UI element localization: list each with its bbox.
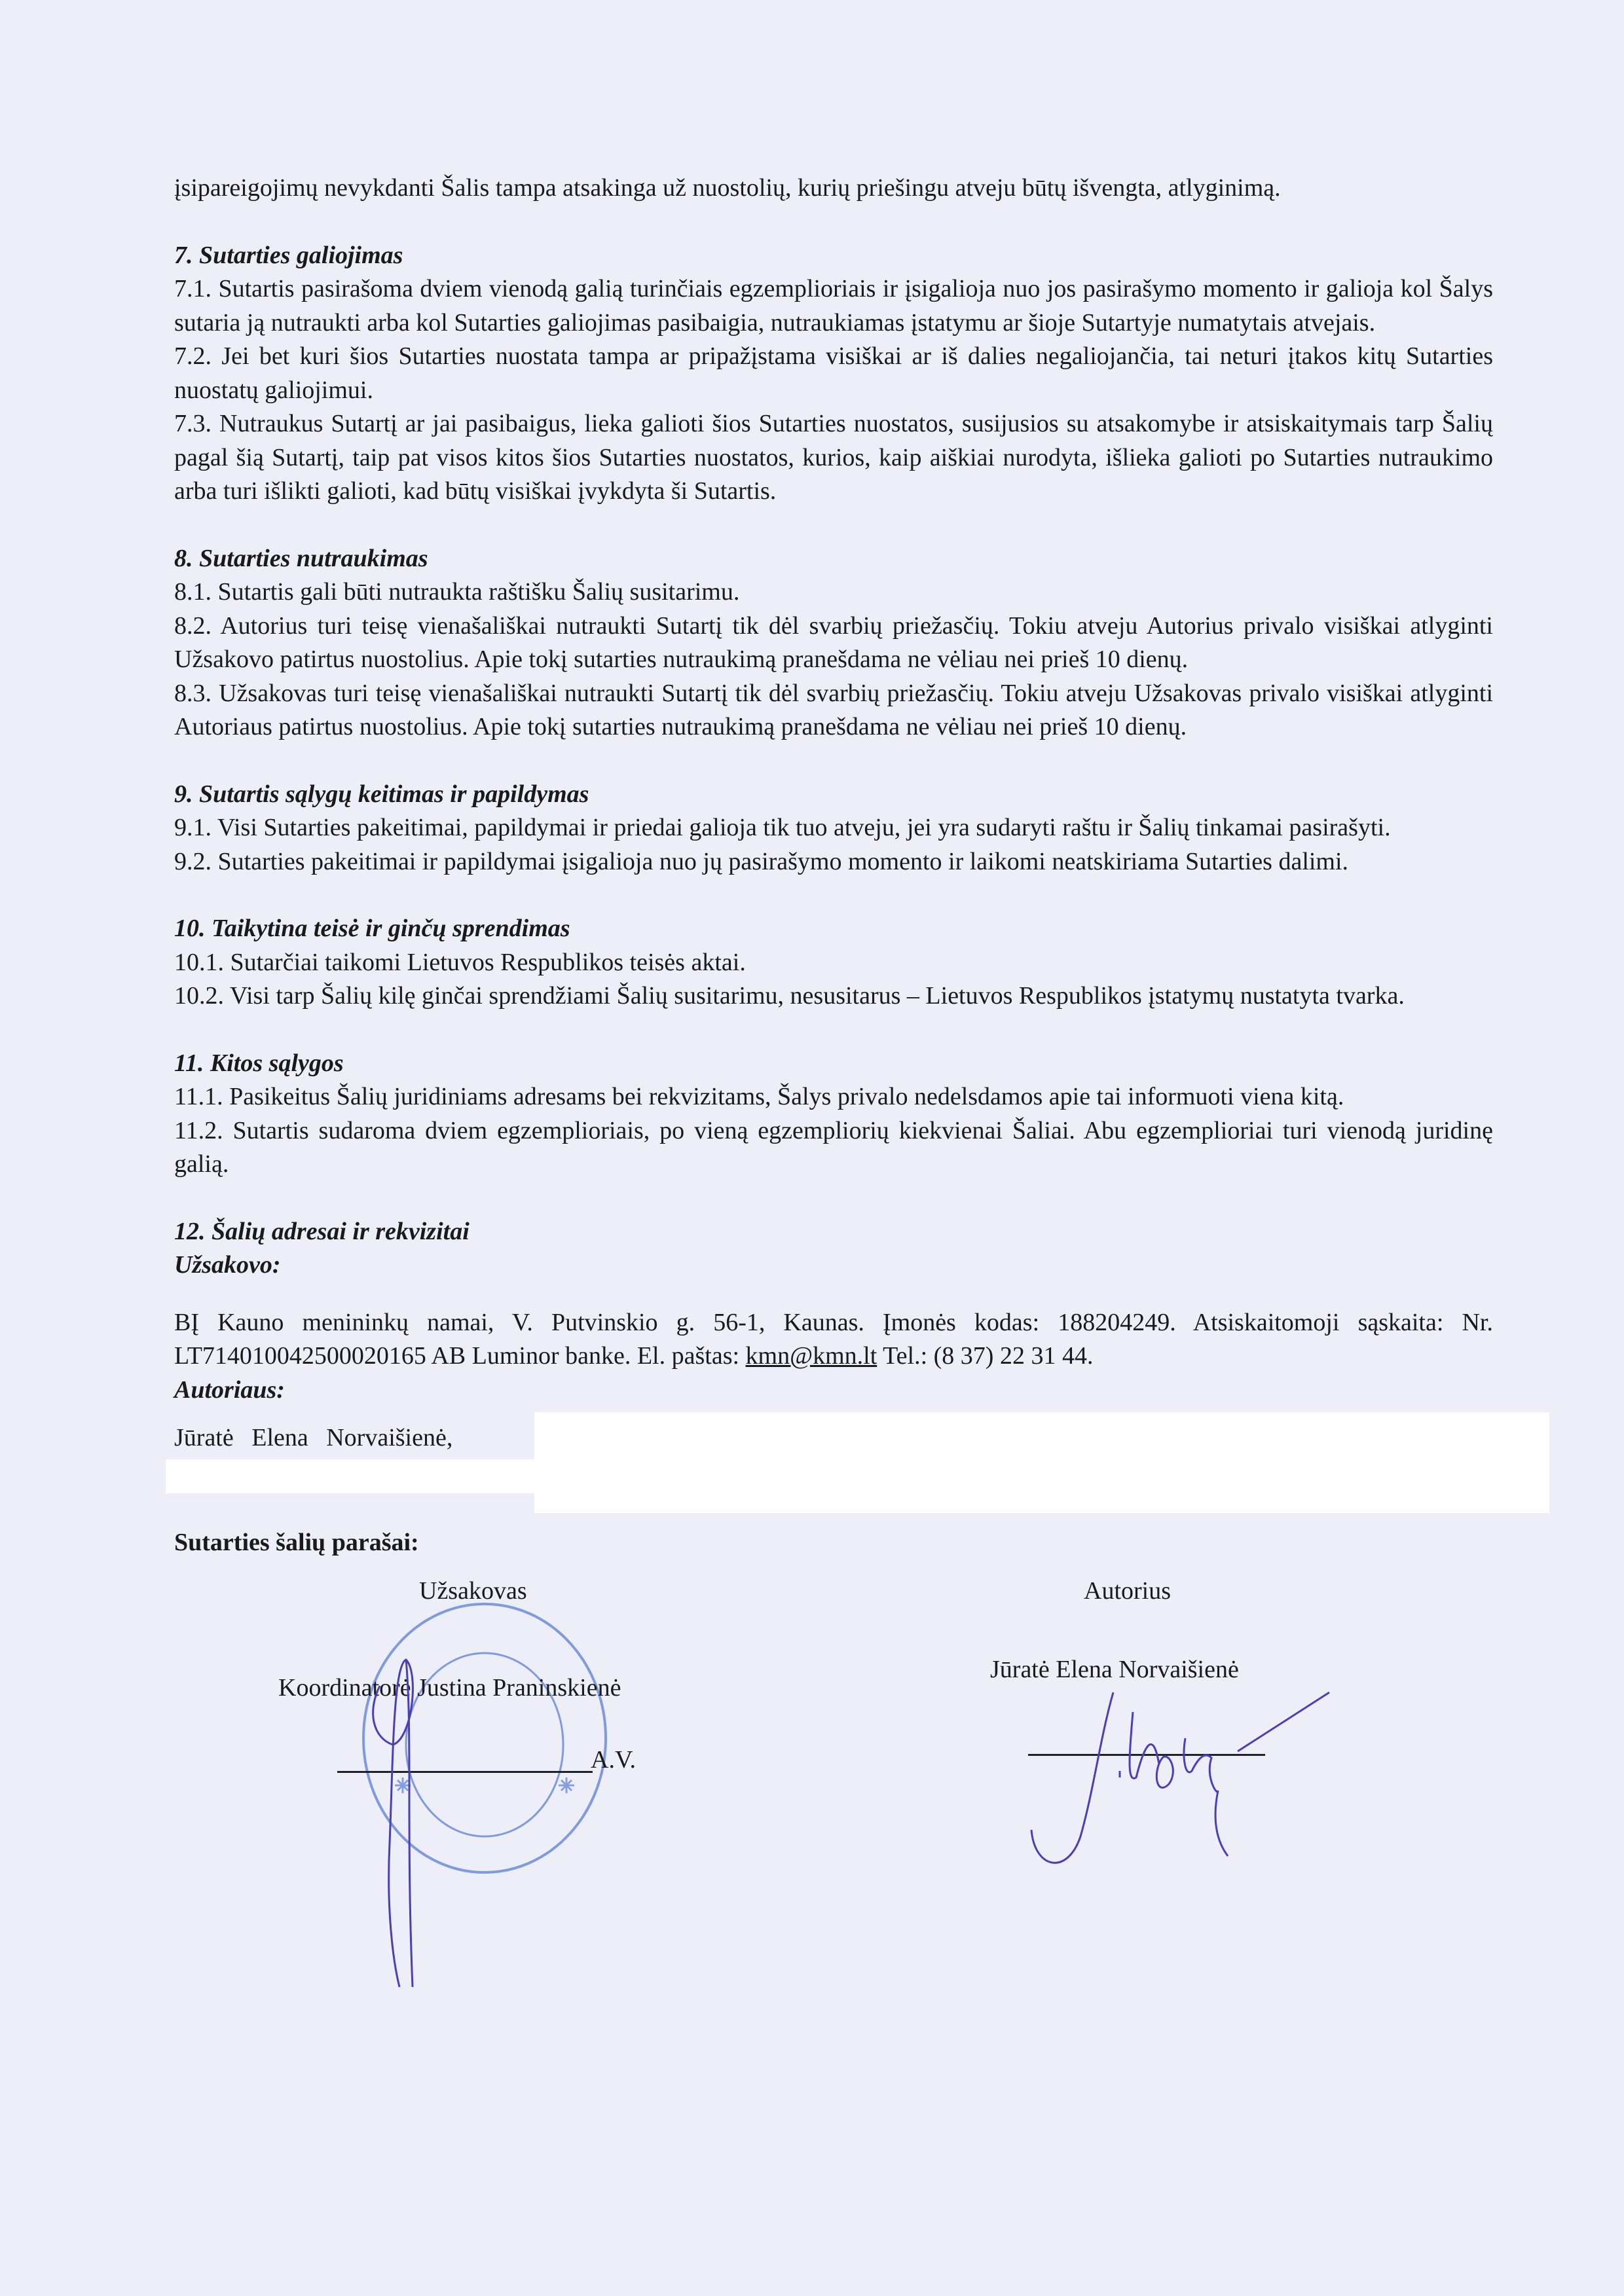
signatures-title: Sutarties šalių parašai: bbox=[174, 1529, 419, 1556]
author-name: Jūratė Elena Norvaišienė, bbox=[174, 1424, 453, 1451]
client-text: BĮ Kauno menininkų namai, V. Putvinskio g. 56-1, Kaunas. Įmonės kodas: 188204249. Atsiskaitomoji sąskaita: Nr. LT714010042500020165 AB Luminor banke. El. paštas: bbox=[174, 1308, 1493, 1370]
section-title: 7. Sutarties galiojimas bbox=[174, 241, 403, 269]
intro-paragraph: įsipareigojimų nevykdanti Šalis tampa atsakinga už nuostolių, kurių priešingu atveju būtų išvengta, atlyginimą. bbox=[174, 174, 1281, 202]
signatures-area bbox=[174, 1526, 1493, 1893]
clause-paragraph: 8.1. Sutartis gali būti nutraukta raštišku Šalių susitarimu. bbox=[174, 578, 740, 606]
clause-paragraph: 10.1. Sutarčiai taikomi Lietuvos Respublikos teisės aktai. bbox=[174, 948, 746, 976]
clause-paragraph: 9.1. Visi Sutarties pakeitimai, papildymai ir priedai galioja tik tuo atveju, jei yra sudaryti raštu ir Šalių tinkamai pasirašyti. bbox=[174, 814, 1391, 841]
author-role: Autorius bbox=[1084, 1577, 1171, 1605]
client-email-link[interactable]: kmn@kmn.lt bbox=[745, 1342, 877, 1370]
author-signature bbox=[1022, 1686, 1336, 1882]
document-body bbox=[174, 172, 1493, 1893]
client-phone: Tel.: (8 37) 22 31 44. bbox=[883, 1342, 1094, 1370]
clause-paragraph: 7.1. Sutartis pasirašoma dviem vienodą galią turinčiais egzemplioriais ir įsigalioja nuo jos pasirašymo momento ir galioja kol Šalys sutaria ją nutraukti arba kol Sutarties galiojimas pasibaigia, nutraukiamas įstatymu ar šioje Sutartyje numatytais atvejais. bbox=[174, 275, 1493, 337]
author-details bbox=[174, 1421, 1493, 1513]
author-label: Autoriaus: bbox=[174, 1376, 285, 1404]
section-title: 9. Sutartis sąlygų keitimas ir papildymas bbox=[174, 780, 589, 808]
section-title: 8. Sutarties nutraukimas bbox=[174, 544, 428, 572]
client-label: Užsakovo: bbox=[174, 1251, 281, 1279]
contract-sections bbox=[174, 239, 1493, 1182]
section-title: 10. Taikytina teisė ir ginčų sprendimas bbox=[174, 915, 570, 942]
clause-paragraph: 11.2. Sutartis sudaroma dviem egzemplioriais, po vieną egzempliorių kiekvienai Šaliai. Abu egzemplioriai turi vienodą juridinę galią. bbox=[174, 1116, 1493, 1178]
client-details bbox=[174, 1306, 1493, 1374]
section-title-addresses: 12. Šalių adresai ir rekvizitai bbox=[174, 1217, 470, 1245]
clause-paragraph: 11.1. Pasikeitus Šalių juridiniams adresams bei rekvizitams, Šalys privalo nedelsdamos apie tai informuoti viena kitą. bbox=[174, 1083, 1344, 1110]
clause-paragraph: 10.2. Visi tarp Šalių kilę ginčai sprendžiami Šalių susitarimu, nesusitarus – Lietuvos Respublikos įstatymų nustatyta tvarka. bbox=[174, 982, 1405, 1010]
clause-paragraph: 8.3. Užsakovas turi teisę vienašališkai nutraukti Sutartį tik dėl svarbių priežasčių. Tokiu atveju Užsakovas privalo visiškai atlyginti Autoriaus patirtus nuostolius. Apie tokį sutarties nutraukimą pranešdama ne vėliau nei prieš 10 dienų. bbox=[174, 679, 1493, 740]
redaction-box-left bbox=[166, 1459, 539, 1493]
author-signer: Jūratė Elena Norvaišienė bbox=[990, 1656, 1239, 1683]
redaction-box bbox=[534, 1412, 1549, 1513]
clause-paragraph: 7.2. Jei bet kuri šios Sutarties nuostata tampa ar pripažįstama visiškai ar iš dalies negaliojančia, tai neturi įtakos kitų Sutarties nuostatų galiojimui. bbox=[174, 342, 1493, 404]
client-role: Užsakovas bbox=[419, 1577, 527, 1605]
section-title: 11. Kitos sąlygos bbox=[174, 1049, 344, 1077]
client-signature bbox=[367, 1633, 445, 1987]
stamp-mark: A.V. bbox=[591, 1746, 636, 1774]
clause-paragraph: 8.2. Autorius turi teisę vienašališkai nutraukti Sutartį tik dėl svarbių priežasčių. Tokiu atveju Autorius privalo visiškai atlyginti Užsakovo patirtus nuostolius. Apie tokį sutarties nutraukimą pranešdama ne vėliau nei prieš 10 dienų. bbox=[174, 611, 1493, 673]
client-signer: Koordinatorė Justina Praninskienė bbox=[278, 1674, 621, 1702]
clause-paragraph: 9.2. Sutarties pakeitimai ir papildymai įsigalioja nuo jų pasirašymo momento ir laikomi neatskiriama Sutarties dalimi. bbox=[174, 847, 1349, 875]
clause-paragraph: 7.3. Nutraukus Sutartį ar jai pasibaigus, lieka galioti šios Sutarties nuostatos, susijusios su atsakomybe ir atsiskaitymais tarp Šalių pagal šią Sutartį, taip pat visos kitos šios Sutarties nuostatos, kurios, kaip aiškiai nurodyta, išlieka galioti po Sutarties nutraukimo arba turi išlikti galioti, kad būtų visiškai įvykdyta ši Sutartis. bbox=[174, 410, 1493, 505]
